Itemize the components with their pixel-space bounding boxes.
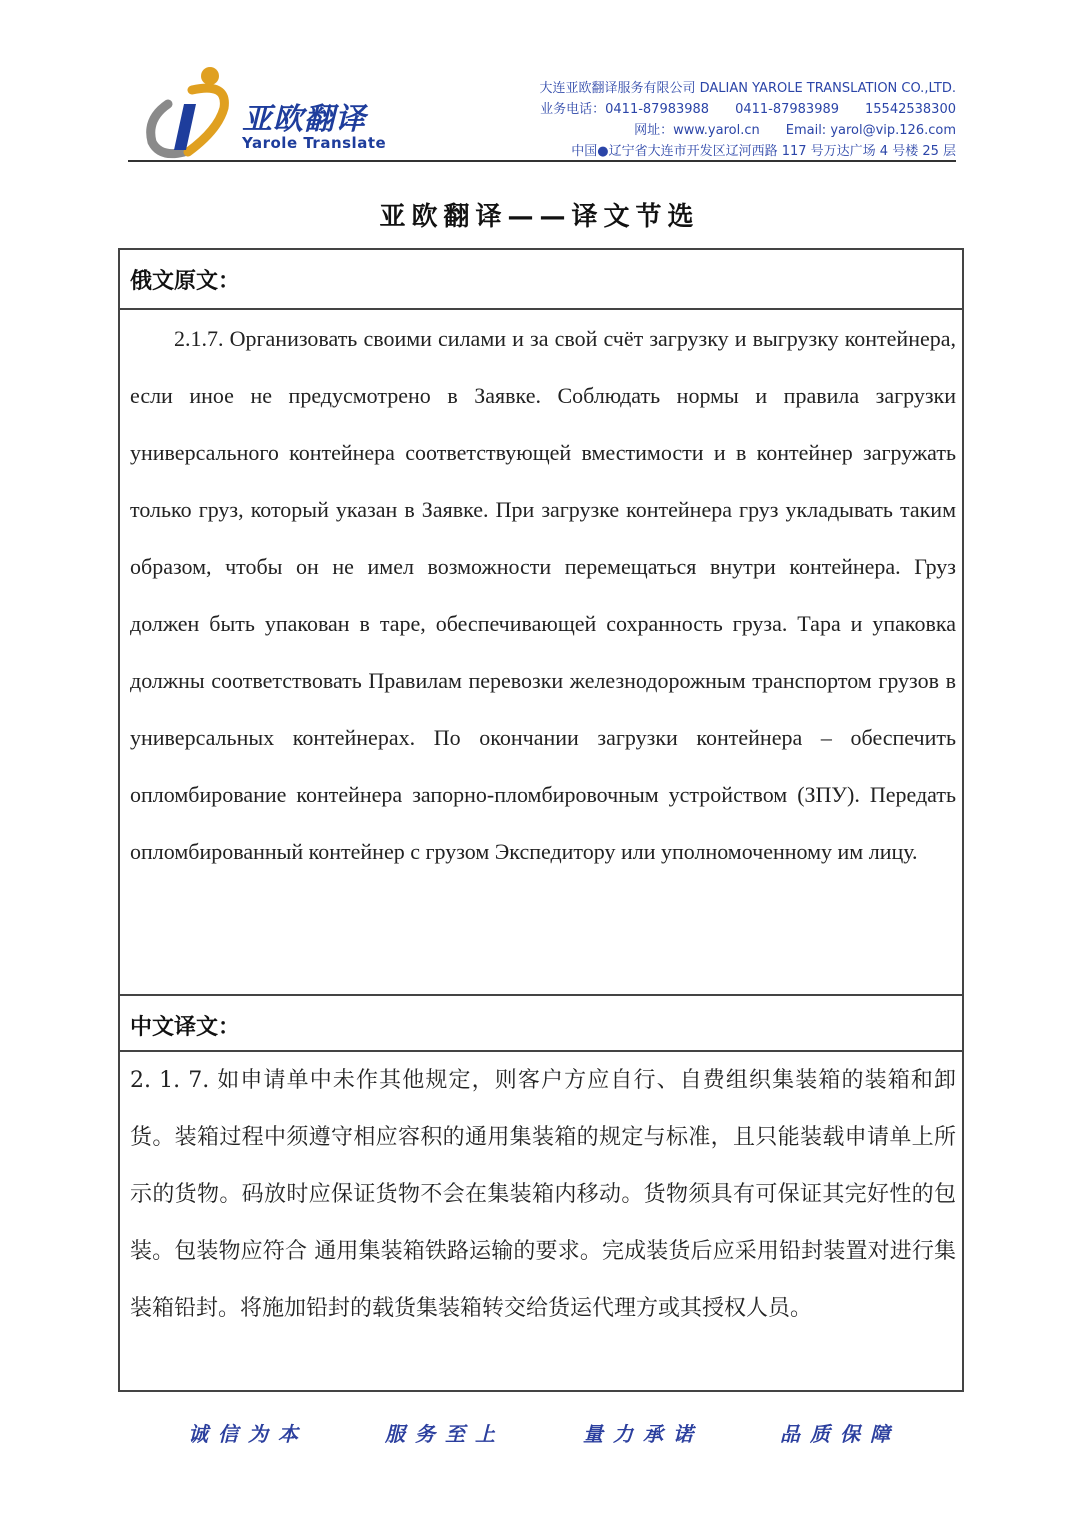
footer-slogans bbox=[0, 1418, 1079, 1448]
slogan-commitment: 量力承诺 bbox=[583, 1422, 703, 1446]
logo-chinese-name: 亚欧翻译 bbox=[242, 102, 366, 137]
company-name: 大连亚欧翻译服务有限公司 DALIAN YAROLE TRANSLATION CO.,LTD. bbox=[539, 81, 956, 96]
chinese-section-label bbox=[120, 994, 962, 1052]
russian-section-label bbox=[120, 250, 962, 310]
russian-original-text bbox=[130, 310, 956, 880]
company-logo bbox=[138, 64, 428, 160]
chinese-paragraph: 2. 1. 7. 如申请单中未作其他规定，则客户方应自行、自费组织集装箱的装箱和卸货。装箱过程中须遵守相应容积的通用集装箱的规定与标准，且只能装载申请单上所示的货物。码放时应保证货物不会在集装箱内移动。货物须具有可保证其完好性的包装。包装物应符合 通用集装箱铁路运输的要求。完成装货后应采用铅封装置对进行集装箱铅封。将施加铅封的载货集装箱转交给货运代理方或其授权人员。 bbox=[130, 1068, 956, 1321]
company-web-email: 网址：www.yarol.cn Email: yarol@vip.126.com bbox=[634, 123, 956, 138]
company-address: 中国●辽宁省大连市开发区辽河西路 117 号万达广场 4 号楼 25 层 bbox=[571, 144, 956, 159]
slogan-integrity: 诚信为本 bbox=[188, 1422, 308, 1446]
slogan-service: 服务至上 bbox=[385, 1422, 505, 1446]
slogan-quality: 品质保障 bbox=[780, 1422, 900, 1446]
chinese-label-text: 中文译文： bbox=[130, 1015, 241, 1040]
company-info bbox=[539, 78, 956, 162]
chinese-translation-text bbox=[130, 1052, 956, 1337]
translation-table bbox=[118, 248, 964, 1392]
letterhead bbox=[128, 58, 956, 164]
document-title: 亚欧翻译——译文节选 bbox=[379, 202, 700, 232]
header-divider bbox=[128, 160, 956, 162]
company-phone: 业务电话：0411-87983988 0411-87983989 15542538300 bbox=[540, 102, 956, 117]
logo-english-name: Yarole Translate bbox=[242, 134, 387, 152]
russian-paragraph: 2.1.7. Организовать своими силами и за свой счёт загрузку и выгрузку контейнера, если иное не предусмотрено в Заявке. Соблюдать нормы и правила загрузки универсального контейнера соответствующей вместимости и в контейнер загружать только груз, который указан в Заявке. При загрузке контейнера груз укладывать таким образом, чтобы он не имел возможности перемещаться внутри контейнера. Груз должен быть упакован в таре, обеспечивающей сохранность груза. Тара и упаковка должны соответствовать Правилам перевозки железнодорожным транспортом грузов в универсальных контейнерах. По окончании загрузки контейнера – обеспечить опломбирование контейнера запорно-пломбировочным устройством (ЗПУ). Передать опломбированный контейнер с грузом Экспедитору или уполномоченному им лицу. bbox=[130, 326, 956, 864]
russian-label-text: 俄文原文： bbox=[130, 269, 241, 294]
logo-mark-icon bbox=[138, 64, 238, 160]
